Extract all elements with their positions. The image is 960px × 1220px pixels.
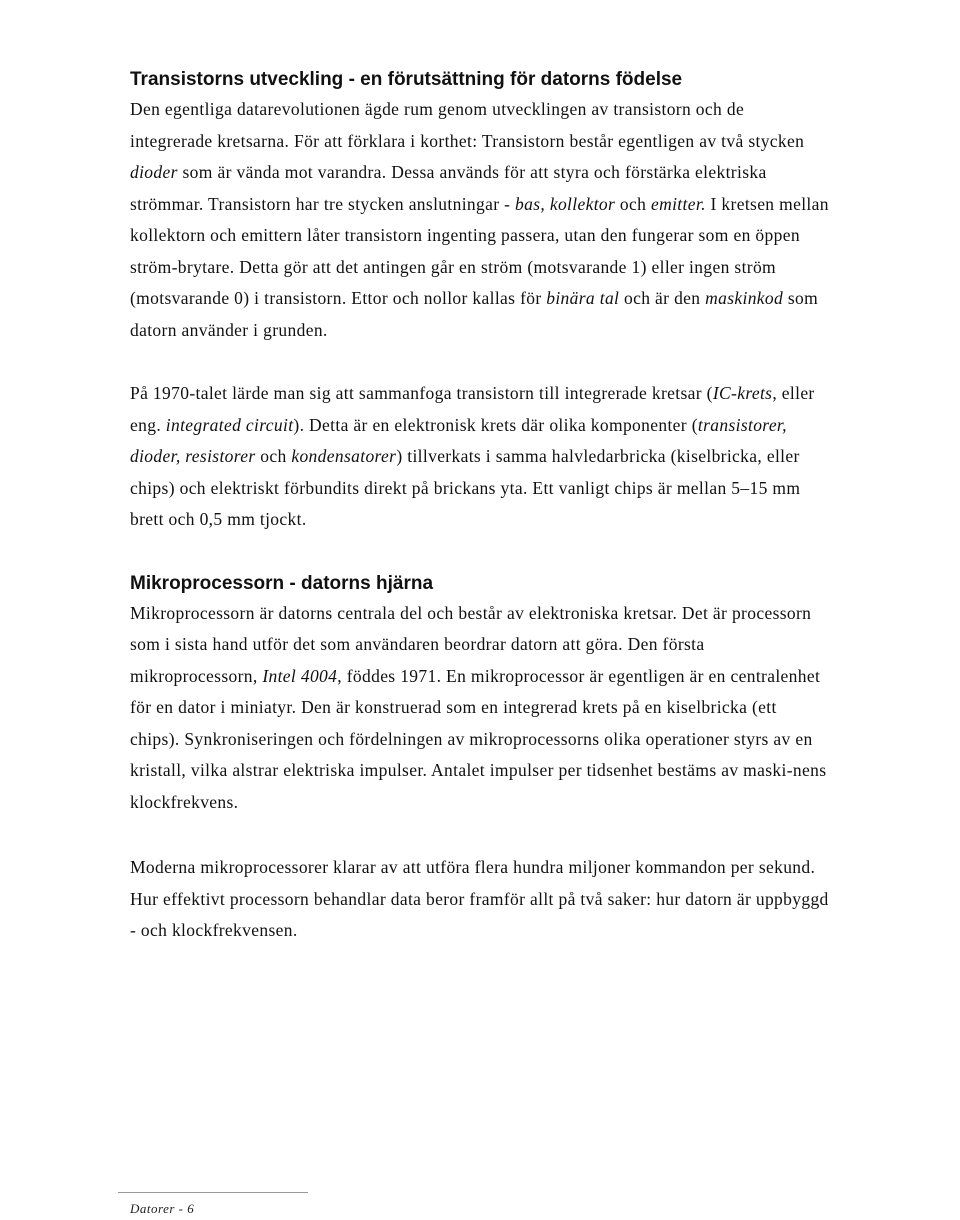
- text-run: , eller eng.: [130, 383, 815, 435]
- italic-term: maskinkod: [705, 288, 784, 308]
- text-run: Moderna mikroprocessorer klarar av att utföra flera hundra miljoner kommandon per sekund. Hur effektivt processorn behandlar data beror framför allt på två saker: hur datorn är uppbyggd - och klockfrekvensen.: [130, 857, 829, 940]
- footer-divider: [118, 1192, 308, 1193]
- section-heading-transistor: Transistorns utveckling - en förutsättning för datorns födelse: [130, 69, 683, 90]
- italic-term: IC-krets: [712, 383, 773, 403]
- text-run: och är den: [619, 288, 706, 308]
- paragraph-integrated-circuits: [130, 378, 830, 536]
- paragraph-modern-processors: [130, 852, 830, 947]
- italic-term: dioder: [130, 162, 178, 182]
- italic-term: bas, kollektor: [515, 193, 616, 214]
- page-footer: Datorer - 6: [130, 1201, 195, 1216]
- text-run: Mikroprocessorn är datorns centrala del och består av elektroniska kretsar. Det är processorn som i sista hand utför det som användaren beordrar datorn att göra. Den första mikroprocessorn,: [130, 602, 812, 686]
- text-run: som är vända mot varandra. Dessa används för att styra och förstärka elektriska strömmar. Transistorn har tre stycken anslutningar -: [130, 162, 767, 214]
- section-heading-microprocessor: Mikroprocessorn - datorns hjärna: [130, 572, 434, 594]
- italic-term: integrated circuit: [165, 414, 294, 435]
- text-run: ) tillverkats i samma halvledarbricka (kiselbricka, eller chips) och elektriskt förbundits direkt på brickans yta. Ett vanligt chips är mellan 5–15 mm brett och 0,5 mm tjockt.: [130, 446, 801, 529]
- paragraph-transistor-intro: [130, 94, 830, 346]
- document-page: [130, 68, 830, 947]
- italic-term: binära tal: [546, 288, 620, 308]
- italic-term: kondensatorer: [291, 446, 397, 466]
- text-run: och: [255, 446, 292, 466]
- paragraph-microprocessor: [130, 598, 830, 819]
- text-run: På 1970-talet lärde man sig att sammanfoga transistorn till integrerade kretsar (: [130, 383, 713, 403]
- text-run: ). Detta är en elektronisk krets där olika komponenter (: [293, 414, 698, 435]
- italic-term: emitter.: [650, 193, 706, 214]
- italic-term: transistorer, dioder, resistorer: [130, 414, 787, 466]
- text-run: och: [615, 193, 651, 214]
- text-run: I kretsen mellan kollektorn och emittern låter transistorn ingenting passera, utan den fungerar som en öppen ström-brytare. Detta gör att det antingen går en ström (motsvarande 1) eller ingen ström (motsvarande 0) i transistorn. Ettor och nollor kallas för: [130, 193, 829, 308]
- text-run: , föddes 1971. En mikroprocessor är egentligen är en centralenhet för en dator i miniatyr. Den är konstruerad som en integrerad krets på en kiselbricka (ett chips). Synkroniseringen och fördelningen av mikroprocessorns olika operationer styrs av en kristall, vilka alstrar elektriska impulser. Antalet impulser per tidsenhet bestäms av maski-nens klockfrekvens.: [130, 665, 827, 812]
- text-run: som datorn använder i grunden.: [130, 288, 819, 340]
- italic-term: Intel 4004: [262, 665, 338, 686]
- text-run: Den egentliga datarevolutionen ägde rum genom utvecklingen av transistorn och de integrerade kretsarna. För att förklara i korthet: Transistorn består egentligen av två stycken: [130, 99, 805, 151]
